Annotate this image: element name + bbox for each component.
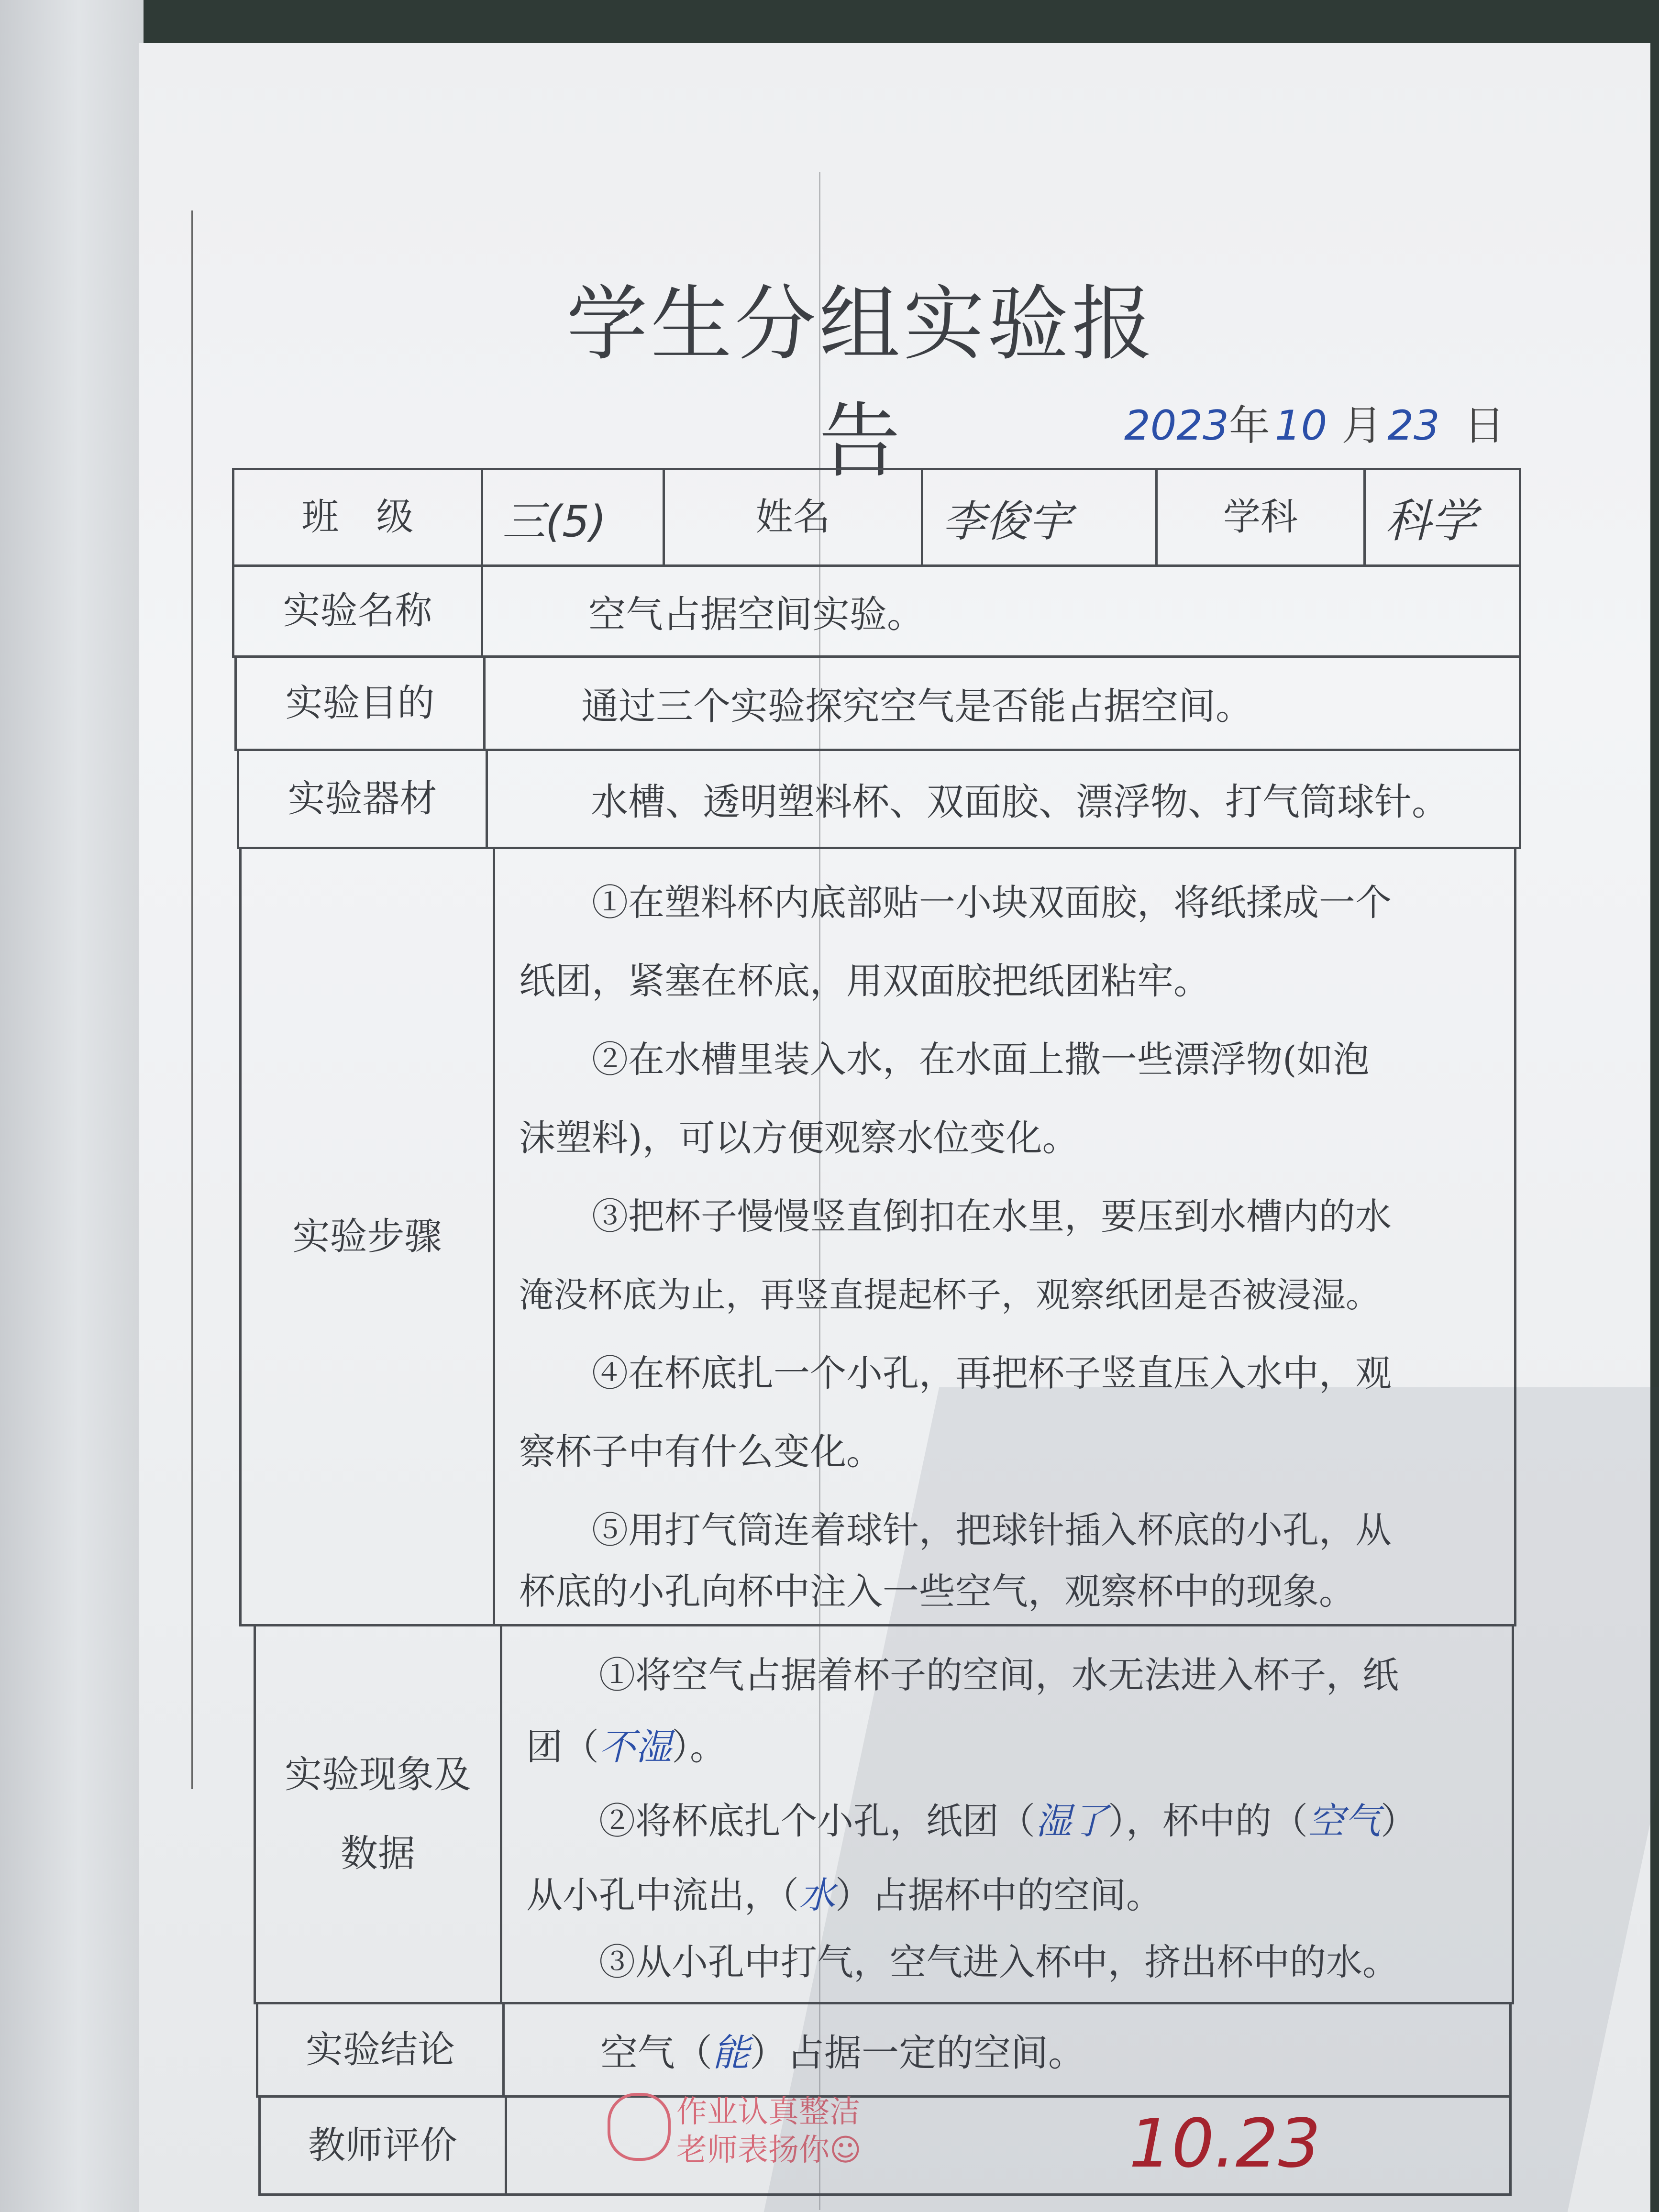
date-month: 10 [1274,402,1327,450]
phenomena-text: ），杯中的（ [1108,1800,1308,1842]
experiment-name-value: 空气占据空间实验。 [481,564,1521,658]
phenomena-text: ②将杯底扎个小孔，纸团（ [526,1800,1035,1842]
name-label: 姓名 [663,468,923,567]
phenomena-label-line2: 数据 [340,1832,415,1875]
purpose-value: 通过三个实验探究空气是否能占据空间。 [483,655,1521,751]
phenomena-line [502,1782,1512,1860]
phenomena-text: ）。 [672,1725,726,1768]
name-value: 李俊宇 [921,468,1158,567]
phenomena-line [502,1708,1512,1786]
phenomena-text: ） [1381,1800,1417,1842]
cloud-icon [608,2093,671,2161]
teacher-eval-label: 教师评价 [258,2095,507,2196]
class-label: 班 级 [232,468,483,567]
purpose-label: 实验目的 [234,655,486,751]
phenomena-cell [500,1624,1514,2004]
phenomena-label [254,1624,502,2004]
phenomena-label-line1: 实验现象及 [284,1753,471,1796]
teacher-signature: 10.23 [1129,2105,1321,2183]
step-line: 淹没杯底为止，再竖直提起杯子，观察纸团是否被浸湿。 [519,1275,1381,1315]
subject-label: 学科 [1155,468,1366,567]
margin-line [191,210,193,1789]
phenomena-text: ）占据杯中的空间。 [835,1874,1162,1916]
conclusion-label: 实验结论 [256,2002,505,2098]
step-line: ①在塑料杯内底部贴一小块双面胶，将纸揉成一个 [519,881,1392,924]
steps-cell [493,847,1516,1626]
equipment-label: 实验器材 [237,749,488,849]
stamp-line1: 作业认真整洁 [676,2094,860,2130]
phenomena-fill-wet: 湿了 [1035,1800,1108,1842]
phenomena-text: 团（ [526,1725,599,1768]
conclusion-text: 空气（ [600,2032,713,2075]
stamp-line2: 老师表扬你☺ [676,2133,862,2168]
step-line: ②在水槽里装入水，在水面上撒一些漂浮物(如泡 [519,1038,1370,1081]
experiment-name-label: 实验名称 [232,564,483,658]
equipment-value: 水槽、透明塑料杯、双面胶、漂浮物、打气筒球针。 [486,749,1521,849]
step-line: 察杯子中有什么变化。 [519,1430,883,1473]
step-line: 杯底的小孔向杯中注入一些空气，观察杯中的现象。 [519,1570,1355,1613]
date-month-unit: 月 [1341,402,1383,450]
step-line: 沫塑料)，可以方便观察水位变化。 [519,1117,1079,1159]
step-line: 纸团，紧塞在杯底，用双面胶把纸团粘牢。 [519,960,1210,1002]
page-title: 学生分组实验报告 [566,277,1156,489]
step-line: ③把杯子慢慢竖直倒扣在水里，要压到水槽内的水 [519,1195,1392,1238]
class-value: 三(5) [481,468,665,567]
conclusion-text: ）占据一定的空间。 [750,2032,1086,2075]
date-year: 2023 [1124,402,1229,450]
phenomena-fill-water: 水 [799,1874,835,1916]
phenomena-fill-air: 空气 [1308,1800,1381,1842]
subject-value: 科学 [1363,468,1521,567]
phenomena-text: 从小孔中流出，（ [526,1874,799,1916]
steps-label: 实验步骤 [239,847,495,1626]
step-line: ④在杯底扎一个小孔，再把杯子竖直压入水中，观 [519,1352,1392,1394]
conclusion-value [502,2002,1512,2098]
date-day-unit: 日 [1463,402,1505,450]
date-line [1124,392,1505,452]
phenomena-line: ①将空气占据着杯子的空间，水无法进入杯子，纸 [526,1654,1399,1696]
date-year-unit: 年 [1228,402,1270,450]
conclusion-fill: 能 [712,2032,750,2075]
date-day: 23 [1387,402,1440,450]
phenomena-fill-not-wet: 不湿 [599,1725,672,1768]
phenomena-line: ③从小孔中打气，空气进入杯中，挤出杯中的水。 [526,1941,1399,1983]
left-page-edge [0,0,144,2212]
praise-stamp [608,2093,862,2169]
step-line: ⑤用打气筒连着球针，把球针插入杯底的小孔，从 [519,1509,1392,1551]
